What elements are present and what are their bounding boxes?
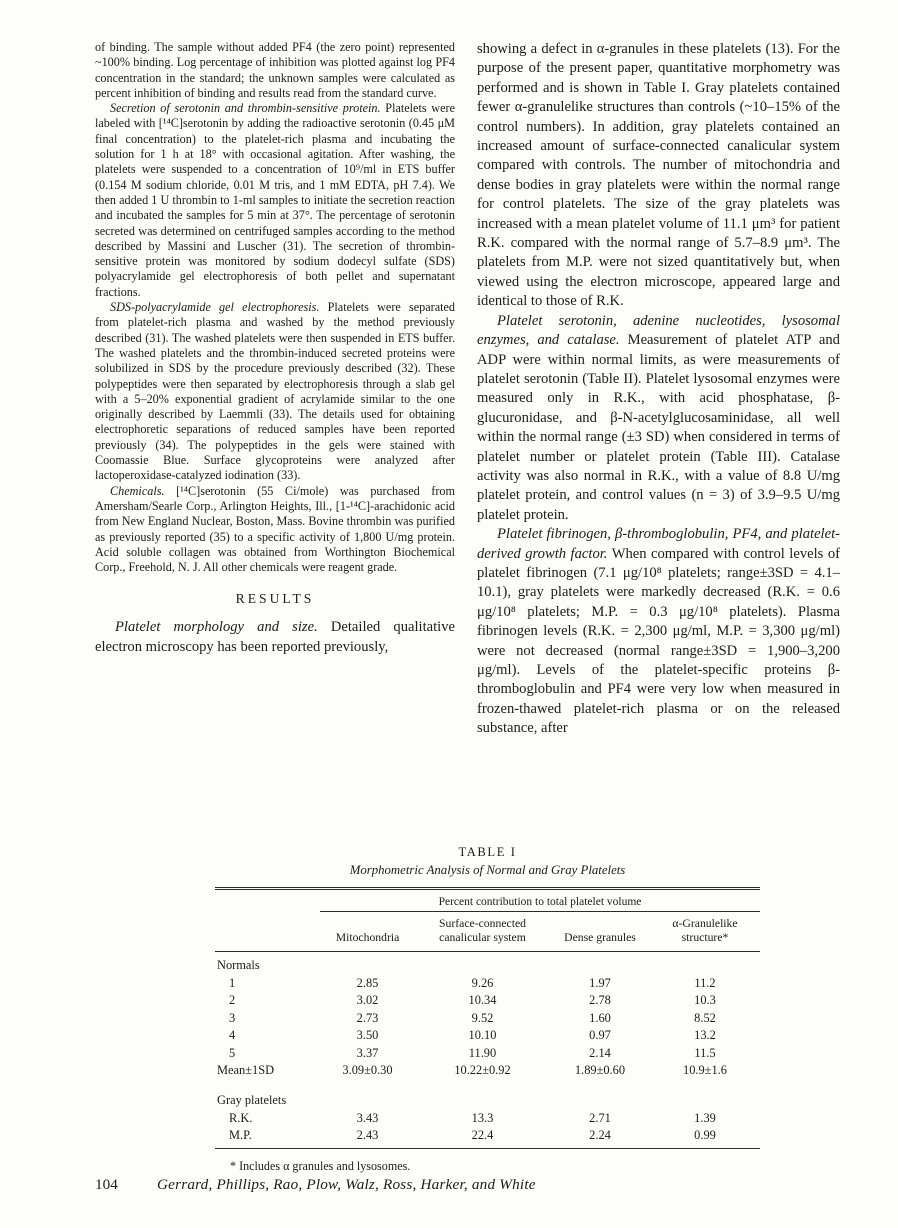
paragraph <box>95 40 455 101</box>
table-footnote: * Includes α granules and lysosomes. <box>230 1158 411 1173</box>
cell: 2.43 <box>356 1128 379 1142</box>
row-label: 5 <box>229 1045 236 1060</box>
cell: 3.09±0.30 <box>342 1063 393 1077</box>
cell: 2.78 <box>589 993 611 1007</box>
cell: 10.3 <box>694 993 716 1007</box>
cell: 8.52 <box>694 1010 716 1025</box>
table-spanner-heading: Percent contribution to total platelet volume <box>320 890 760 912</box>
cell: 10.22±0.92 <box>454 1063 511 1077</box>
cell: 9.52 <box>471 1010 494 1025</box>
left-column <box>95 40 455 818</box>
table-row <box>215 1027 760 1045</box>
paragraph <box>95 300 455 484</box>
page-footer <box>95 1176 840 1194</box>
cell: 11.5 <box>694 1045 716 1060</box>
table-row <box>215 992 760 1010</box>
row-label: 2 <box>229 993 236 1007</box>
cell: 0.97 <box>589 1028 611 1042</box>
paragraph <box>477 525 840 738</box>
paragraph <box>95 484 455 576</box>
row-label: 3 <box>229 1010 236 1025</box>
column-header-granulelike-structure: α-Granulelike structure* <box>650 912 760 952</box>
spanner-row <box>215 890 760 912</box>
section-header-gray-platelets: Gray platelets <box>217 1093 287 1107</box>
paragraph-lead: Platelet serotonin, adenine nucleotides, lysosomal enzymes, and catalase. <box>477 312 840 349</box>
two-column-body <box>95 40 840 818</box>
cell: 3.43 <box>356 1110 379 1125</box>
cell: 13.2 <box>694 1028 716 1042</box>
paragraph-text: Detailed qualitative electron microscopy has been reported previously, <box>95 619 455 655</box>
row-label: 4 <box>229 1028 236 1042</box>
running-authors: Gerrard, Phillips, Rao, Plow, Walz, Ross, Harker, and White <box>157 1176 536 1193</box>
cell: 22.4 <box>471 1128 494 1142</box>
table-title: Morphometric Analysis of Normal and Gray Platelets <box>349 863 626 877</box>
right-column <box>477 40 840 818</box>
cell: 10.10 <box>468 1028 497 1042</box>
paragraph <box>95 101 455 300</box>
paragraph <box>477 40 840 312</box>
cell: 1.89±0.60 <box>574 1063 626 1077</box>
cell: 13.3 <box>471 1110 494 1125</box>
row-label: R.K. <box>229 1110 253 1125</box>
cell: 2.85 <box>356 975 379 990</box>
column-header-dense-granules: Dense granules <box>550 912 650 952</box>
column-header-row <box>215 912 760 952</box>
table-row <box>215 1109 760 1127</box>
paragraph-lead: SDS-polyacrylamide gel electrophoresis. <box>110 300 320 315</box>
cell: 1.60 <box>589 1010 611 1025</box>
row-label: Mean±1SD <box>217 1063 275 1077</box>
cell: 2.24 <box>589 1128 611 1142</box>
table-row <box>215 1044 760 1062</box>
paragraph-text: of binding. The sample without added PF4 (the zero point) represented ~100% binding. Log percentage of inhibition was plotted against log PF4 concentration in the standard; the unknown samples were calculated as percent inhibition of binding and results read from the standard curve. <box>95 40 455 100</box>
empty-stub-cell <box>215 912 320 952</box>
section-header-row <box>215 952 760 975</box>
cell: 3.37 <box>356 1045 379 1060</box>
row-label: M.P. <box>229 1128 252 1142</box>
column-header-mitochondria: Mitochondria <box>320 912 415 952</box>
paragraph-lead: Secretion of serotonin and thrombin-sensitive protein. <box>110 101 381 116</box>
empty-stub-cell <box>215 890 320 912</box>
cell: 11.90 <box>468 1045 497 1060</box>
table-label: TABLE I <box>458 845 517 859</box>
cell: 9.26 <box>471 975 494 990</box>
table-row <box>215 974 760 992</box>
paragraph-text: Platelets were separated from platelet-rich plasma and washed by the method previously described (31). The washed platelets were then suspended in ETS buffer. The washed platelets and the thrombin-induced secreted proteins were solubilized in SDS by the procedure previously described (32). These polypeptides were then separated by electrophoresis through a slab gel with a 5–20% exponential gradient of acrylamide similar to the one originally described by Laemmli (33). The details used for obtaining electrophoretic separations of reduced samples have been reported previously (34). The polypeptides in the gels were stained with Coomassie Blue. Surface glycoproteins were analyzed after lactoperoxidase-catalyzed iodination (33). <box>95 300 455 483</box>
paragraph-lead: Platelet morphology and size. <box>115 619 318 636</box>
table-row <box>215 1009 760 1027</box>
page-number: 104 <box>95 1176 118 1193</box>
table-1-block <box>215 845 760 1174</box>
cell: 0.99 <box>694 1128 716 1142</box>
cell: 3.50 <box>356 1028 379 1042</box>
paragraph <box>477 312 840 525</box>
cell: 2.71 <box>589 1110 611 1125</box>
table-row <box>215 1127 760 1149</box>
cell: 1.97 <box>589 975 611 990</box>
column-header-canalicular-system: Surface-connected canalicular system <box>415 912 550 952</box>
cell: 10.34 <box>468 993 497 1007</box>
row-label: 1 <box>229 975 236 990</box>
section-header-normals: Normals <box>217 958 260 972</box>
section-header-row <box>215 1079 760 1109</box>
morphometric-table <box>215 890 760 1149</box>
cell: 2.73 <box>356 1010 379 1025</box>
cell: 10.9±1.6 <box>683 1063 727 1077</box>
paragraph-text: [¹⁴C]serotonin (55 Ci/mole) was purchased from Amersham/Searle Corp., Arlington Heights, Ill., [1-¹⁴C]-arachidonic acid from New England Nuclear, Boston, Mass. Bovine thrombin was purified as previously reported (35) to a specific activity of 1,800 U/mg protein. Acid soluble collagen was obtained from Worthington Biochemical Corp., Freehold, N. J. All other chemicals were reagent grade. <box>95 483 455 575</box>
cell: 3.02 <box>356 993 379 1007</box>
paragraph-text: Measurement of platelet ATP and ADP were within normal limits, as were measurements of platelet serotonin (Table II). Platelet lysosomal enzymes were measured only in R.K., with acid phosphatase, β-glucuronidase, and β-N-acetylglucosaminidase, all well within the normal range (±3 SD) when considered in terms of platelet number or platelet protein (Table III). Catalase activity was also normal in R.K., with a value of 8.8 U/mg platelet protein, and control values (n = 3) of 3.9–9.5 U/mg platelet protein. <box>477 332 840 523</box>
paragraph-text: When compared with control levels of platelet fibrinogen (7.1 μg/10⁸ platelets; range±3SD = 4.1–10.1), gray platelets were markedly decreased (R.K. = 0.6 μg/10⁸ platelets; M.P. = 0.3 μg/10⁸ platelets). Plasma fibrinogen levels (R.K. = 2,300 μg/ml, M.P. = 3,300 μg/ml) were not decreased (normal range±3SD = 1,900–3,200 μg/ml). Levels of the platelet-specific proteins β-thromboglobulin and PF4 were very low when measured in frozen-thawed platelet-rich plasma or on the released substance, after <box>477 545 840 737</box>
results-heading: RESULTS <box>235 591 315 607</box>
cell: 1.39 <box>694 1110 716 1125</box>
paragraph-text: showing a defect in α-granules in these platelets (13). For the purpose of the present paper, quantitative morphometry was performed and is shown in Table I. Gray platelets contained fewer α-granulelike structures than controls (~10–15% of the control numbers). In addition, gray platelets contained an increased amount of surface-connected canalicular system compared with controls. The number of mitochondria and dense bodies in gray platelets were within the normal range for control platelets. The size of the gray platelets was increased with a mean platelet volume of 11.1 μm³ for patient R.K. compared with the normal range of 5.7–8.9 μm³. The platelets from M.P. were not sized quantitatively but, when viewed using the electron microscope, appeared large and identical to those of R.K. <box>477 41 840 310</box>
table-row <box>215 1062 760 1080</box>
cell: 2.14 <box>589 1045 611 1060</box>
paragraph-lead: Platelet fibrinogen, β-thromboglobulin, PF4, and platelet-derived growth factor. <box>477 526 840 562</box>
cell: 11.2 <box>694 975 716 990</box>
paragraph <box>95 618 455 657</box>
paragraph-text: Platelets were labeled with [¹⁴C]serotonin by adding the radioactive serotonin (0.45 μM final concentration) to the platelet-rich plasma and incubating the solution for 1 h at 18° with occasional agitation. After washing, the platelets were suspended to a concentration of 10⁹/ml in ETS buffer (0.154 M sodium chloride, 0.01 M tris, and 1 mM EDTA, pH 7.4). We then added 1 U thrombin to 1-ml samples to initiate the secretion reaction and incubated the samples for 5 min at 37°. The percentage of serotonin secreted was determined on centrifuged samples according to the method described by Massini and Luscher (31). The secretion of thrombin-sensitive protein was monitored by sodium dodecyl sulfate (SDS) polyacrylamide gel electrophoresis of both pellet and supernatant fractions. <box>95 101 455 299</box>
paragraph-lead: Chemicals. <box>110 483 165 498</box>
